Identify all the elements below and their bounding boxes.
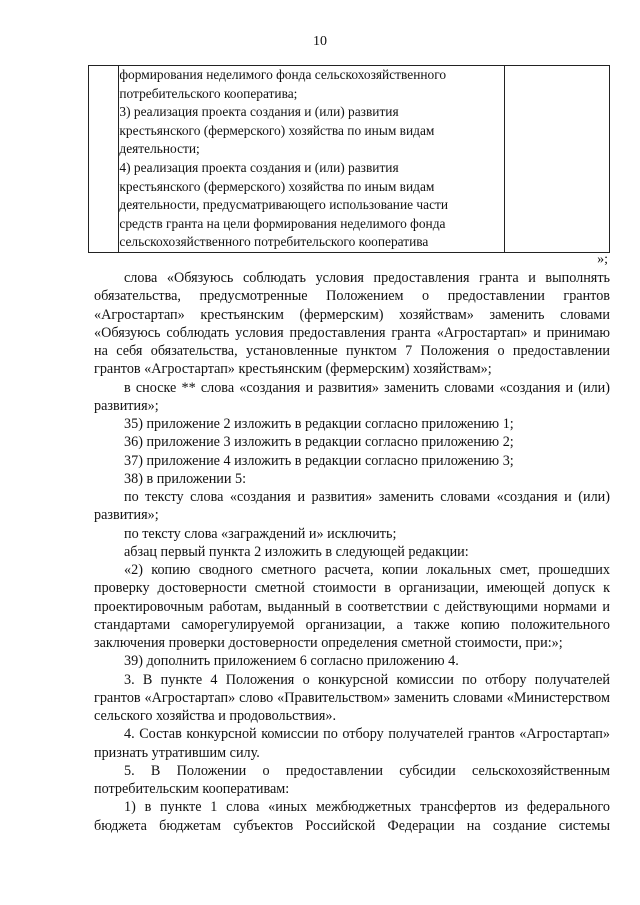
amended-table-fragment: [88, 65, 610, 253]
table-cell-line: крестьянского (фермерского) хозяйства по иным видам: [119, 178, 435, 194]
paragraph-fences-removed: по тексту слова «заграждений и» исключить;: [124, 525, 397, 542]
paragraph-item-37: 37) приложение 4 изложить в редакции согласно приложению 3;: [124, 452, 514, 469]
page-number: 10: [313, 34, 327, 49]
paragraph-creation-development: по тексту слова «создания и развития» заменить словами «создания и (или) развития»;: [94, 489, 610, 524]
closing-quote: »;: [597, 252, 608, 267]
table-cell-line: потребительского кооператива;: [119, 85, 298, 101]
table-cell-line: деятельности, предусматривающего использование части: [119, 197, 449, 213]
table-cell-line: средств гранта на цели формирования неделимого фонда: [119, 215, 446, 231]
table-cell-line: сельскохозяйственного потребительского кооператива: [119, 234, 429, 250]
table-cell-line: 4) реализация проекта создания и (или) развития: [119, 159, 399, 175]
paragraph-section-5: 5. В Положении о предоставлении субсидии сельскохозяйственным потребительским кооперативам:: [94, 762, 610, 797]
paragraph-section-3: 3. В пункте 4 Положения о конкурсной комиссии по отбору получателей грантов «Агростартап» слово «Правительством» заменить словами «Министерством сельского хозяйства и продовольствия».: [94, 671, 610, 724]
table-cell-text: [119, 66, 505, 253]
paragraph-footnote: в сноске ** слова «создания и развития» заменить словами «создания и (или) развития»;: [94, 379, 610, 414]
table-cell-line: формирования неделимого фонда сельскохозяйственного: [119, 67, 447, 82]
paragraph-item-35: 35) приложение 2 изложить в редакции согласно приложению 1;: [124, 416, 514, 432]
paragraph-item-39: 39) дополнить приложением 6 согласно приложению 4.: [124, 653, 459, 670]
paragraph-quoted-item-2: «2) копию сводного сметного расчета, копии локальных смет, прошедших проверку достоверности сметной стоимости в организации, имеющей допуск к проектировочным работам, выданный в соответствии с действующими нормами и стандартами саморегулируемой организации, а также копию положительного заключения проверки достоверности определения сметной стоимости, при:»;: [94, 562, 610, 651]
table-cell-empty: [505, 66, 610, 253]
paragraph-item-38: 38) в приложении 5:: [124, 470, 247, 487]
paragraph-section-5-item-1: 1) в пункте 1 слова «иных межбюджетных трансфертов из федерального бюджета бюджетам субъектов Российской Федерации на создание системы: [94, 799, 610, 834]
document-body: [94, 269, 610, 835]
table-cell-number: [89, 66, 119, 253]
table-row: [89, 66, 610, 253]
paragraph-first-abzac: абзац первый пункта 2 изложить в следующей редакции:: [124, 543, 469, 560]
table-cell-line: 3) реализация проекта создания и (или) развития: [119, 104, 399, 120]
paragraph-item-36: 36) приложение 3 изложить в редакции согласно приложению 2;: [124, 434, 514, 451]
paragraph-replace-wording: слова «Обязуюсь соблюдать условия предоставления гранта и выполнять обязательства, предусмотренные Положением о предоставлении грантов «Агростартап» крестьянским (фермерским) хозяйствам» заменить словами «Обязуюсь соблюдать условия предоставления гранта «Агростартап» и принимаю на себя обязательства, установленные пунктом 7 Положения о предоставлении грантов «Агростартап» крестьянским (фермерским) хозяйствам»;: [94, 270, 610, 378]
table-cell-line: крестьянского (фермерского) хозяйства по иным видам: [119, 122, 435, 138]
paragraph-section-4: 4. Состав конкурсной комиссии по отбору получателей грантов «Агростартап» признать утратившим силу.: [94, 726, 610, 761]
table-cell-line: деятельности;: [119, 141, 200, 157]
